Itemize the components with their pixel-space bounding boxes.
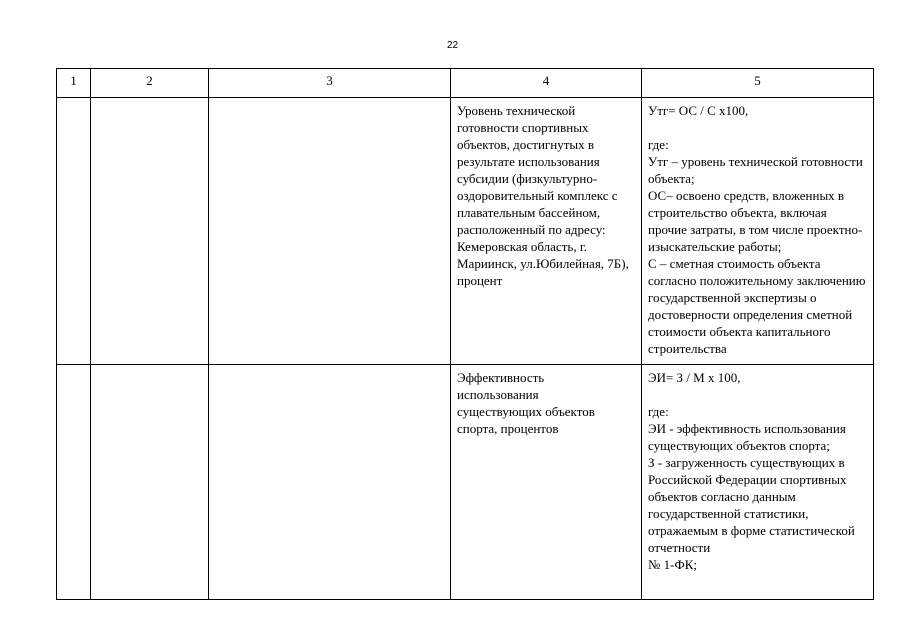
cell-col3 <box>209 98 451 365</box>
formula-cell <box>642 98 874 365</box>
cell-col1 <box>57 98 91 365</box>
column-header-1: 1 <box>57 69 91 98</box>
column-header-2: 2 <box>91 69 209 98</box>
table-row <box>57 365 874 600</box>
indicator-text: Уровень технической готовности спортивных объектов, достигнутых в результате использования субсидии (физкультурно-оздоровительный комплекс с плавательным бассейном, расположенный по адресу: Кемеровская область, г. Мариинск, ул.Юбилейная, 7Б), процент <box>457 103 629 288</box>
formula-text: Утг= ОС / С х100, где: Утг – уровень технической готовности объекта; ОС– освоено средств, вложенных в строительство объекта, включая прочие затраты, в том числе проектно-изыскательские работы; С – сметная стоимость объекта согласно положительному заключению государственной экспертизы о достоверности определения сметной стоимости объекта капитального строительства <box>648 103 866 356</box>
cell-col2 <box>91 98 209 365</box>
cell-col1 <box>57 365 91 600</box>
cell-col3 <box>209 365 451 600</box>
indicator-cell <box>451 98 642 365</box>
formula-cell <box>642 365 874 600</box>
column-header-4: 4 <box>451 69 642 98</box>
indicators-table <box>56 68 874 600</box>
formula-text: ЭИ= З / М х 100, где: ЭИ - эффективность использования существующих объектов спорта; З - загруженность существующих в Российской Федерации спортивных объектов согласно данным государственной статистики, отражаемым в форме статистической отчетности № 1-ФК; <box>648 370 855 572</box>
page-number: 22 <box>446 40 459 51</box>
indicator-cell <box>451 365 642 600</box>
indicator-text: Эффективность использования существующих объектов спорта, процентов <box>457 370 595 436</box>
table-row <box>57 98 874 365</box>
column-header-3: 3 <box>209 69 451 98</box>
header-row <box>57 69 874 98</box>
column-header-5: 5 <box>642 69 874 98</box>
cell-col2 <box>91 365 209 600</box>
